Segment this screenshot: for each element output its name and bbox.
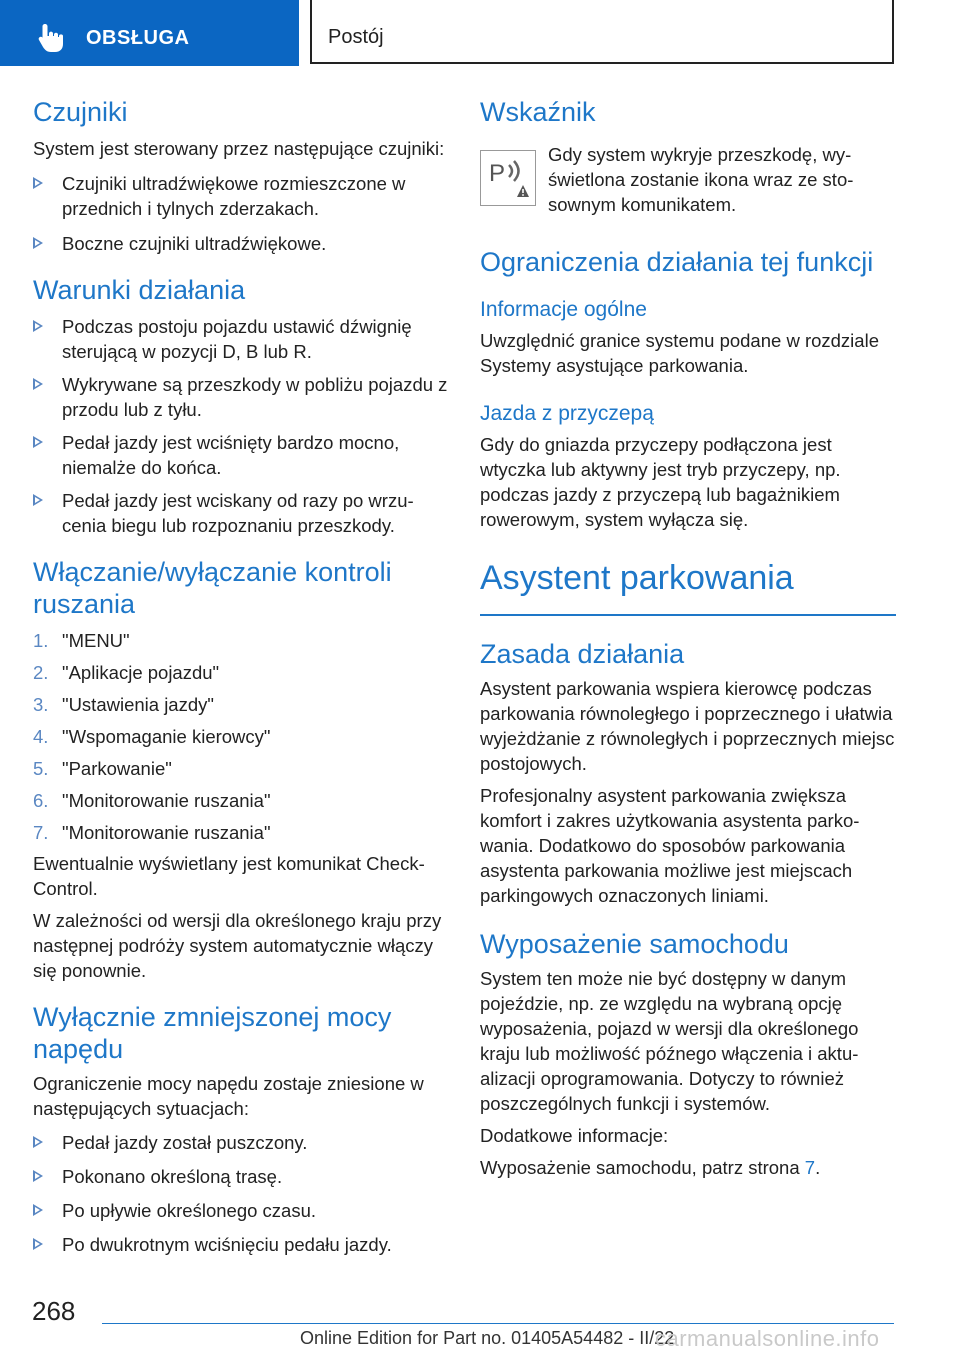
chapter-label: Postój [328, 26, 384, 48]
page-link[interactable]: 7 [804, 1157, 816, 1178]
heading-wylacznie: Wyłącznie zmniejszonej mocy napędu [33, 1002, 392, 1064]
paragraph: Ograniczenie mocy napędu zostaje zniesione w następujących sytuacjach: [33, 1073, 424, 1119]
section-label: OBSŁUGA [86, 27, 190, 49]
page-number: 268 [32, 1296, 76, 1326]
paragraph: Asystent parkowania wspiera kierowcę podczas parkowania równoległego i poprzecznego i ułatwia wyjeżdżanie z równoległych i poprzecznych miejsc postojowych. [480, 678, 895, 774]
heading-asystent: Asystent parkowania [480, 559, 794, 597]
section-tab[interactable] [0, 0, 299, 66]
heading-wskaznik: Wskaźnik [480, 97, 596, 127]
chapter-header [310, 0, 894, 64]
subheading-informacje: Informacje ogólne [480, 298, 647, 321]
list-item: 5. "Parkowanie" [33, 758, 172, 779]
paragraph: System jest sterowany przez następujące czujniki: [33, 138, 445, 159]
heading-ograniczenia: Ograniczenia działania tej funkcji [480, 247, 874, 277]
list-item: Po upływie określonego czasu. [33, 1198, 449, 1223]
bullet-triangle-icon [33, 378, 43, 390]
bullet-triangle-icon [33, 177, 43, 189]
pointing-hand-icon [36, 22, 66, 54]
paragraph: Dodatkowe informacje: [480, 1125, 669, 1146]
paragraph: System ten może nie być dostępny w danym pojeździe, np. ze względu na wybraną opcję wyposażenia, pojazd w wersji dla określonego kraju lub możliwość późnego włączenia i aktualizacji oprogramowania. Dotyczy to również poszczególnych funkcji i systemów. [480, 968, 859, 1114]
list-item: 7. "Monitorowanie ruszania" [33, 822, 271, 843]
right-column [480, 96, 896, 1180]
heading-wlaczanie: Włączanie/wyłączanie kontroli ruszania [33, 557, 392, 619]
list-item: Po dwukrotnym wciśnięciu pedału jazdy. [33, 1232, 449, 1257]
list-item: Pedał jazdy został puszczony. [33, 1130, 449, 1155]
paragraph: Uwzględnić granice systemu podane w rozdziale Systemy asystujące parkowania. [480, 330, 879, 376]
left-column [33, 96, 449, 1257]
paragraph: Wyposażenie samochodu, patrz strona 7. [480, 1157, 821, 1178]
bullet-triangle-icon [33, 1238, 43, 1250]
bullet-triangle-icon [33, 1136, 43, 1148]
bullet-triangle-icon [33, 436, 43, 448]
parking-warning-icon [480, 150, 536, 206]
bullet-triangle-icon [33, 1170, 43, 1182]
list-item: Pedał jazdy jest wciśnięty bardzo mocno, niemalże do końca. [33, 430, 449, 480]
watermark: carmanualsonline.info [655, 1326, 880, 1351]
heading-czujniki: Czujniki [33, 97, 128, 127]
list-item: 3. "Ustawienia jazdy" [33, 694, 214, 715]
indicator-section [480, 96, 896, 216]
list-item: Czujniki ultradźwiękowe rozmieszczone w przednich i tylnych zderzakach. [33, 171, 449, 221]
paragraph: Ewentualnie wyświetlany jest komunikat Check-Control. [33, 853, 425, 899]
list-item: Pokonano określoną trasę. [33, 1164, 449, 1189]
heading-divider [480, 614, 896, 616]
list-item: 2. "Aplikacje pojazdu" [33, 662, 220, 683]
bullet-triangle-icon [33, 494, 43, 506]
footer-divider [102, 1323, 894, 1324]
bullet-triangle-icon [33, 320, 43, 332]
bullet-triangle-icon [33, 1204, 43, 1216]
indicator-text: Gdy system wykryje przeszkodę, wyświetlona zostanie ikona wraz ze stosownym komunikatem. [548, 144, 854, 215]
list-item: 4. "Wspomaganie kierowcy" [33, 726, 271, 747]
list-item: Wykrywane są przeszkody w pobliżu pojazdu z przodu lub z tyłu. [33, 372, 449, 422]
paragraph: Gdy do gniazda przyczepy podłączona jest wtyczka lub aktywny jest tryb przyczepy, np. podczas jazdy z przyczepą lub bagażnikiem rowerowym, system wyłącza się. [480, 434, 841, 530]
list-item: Pedał jazdy jest wciskany od razy po wrzucenia biegu lub rozpoznaniu przeszkody. [33, 488, 449, 538]
paragraph: Profesjonalny asystent parkowania zwiększa komfort i zakres użytkowania asystenta parkowania. Dodatkowo do sposobów parkowania asystenta parkowania możliwe jest miejscach parkingowych oznaczonych liniami. [480, 785, 860, 906]
heading-wyposazenie: Wyposażenie samochodu [480, 929, 789, 959]
list-item: Boczne czujniki ultradźwiękowe. [33, 231, 449, 256]
list-item: 6. "Monitorowanie ruszania" [33, 790, 271, 811]
edition-text: Online Edition for Part no. 01405A54482 - II/22 [300, 1328, 675, 1348]
subheading-przyczepa: Jazda z przyczepą [480, 402, 654, 425]
paragraph: W zależności od wersji dla określonego kraju przy następnej podróży system automatycznie włączy się ponownie. [33, 910, 442, 981]
svg-text:P: P [489, 160, 506, 187]
heading-zasada: Zasada działania [480, 639, 685, 669]
list-item: Podczas postoju pojazdu ustawić dźwignię sterującą w pozycji D, B lub R. [33, 314, 449, 364]
bullet-triangle-icon [33, 237, 43, 249]
list-item: 1. "MENU" [33, 630, 130, 651]
heading-warunki: Warunki działania [33, 275, 246, 305]
